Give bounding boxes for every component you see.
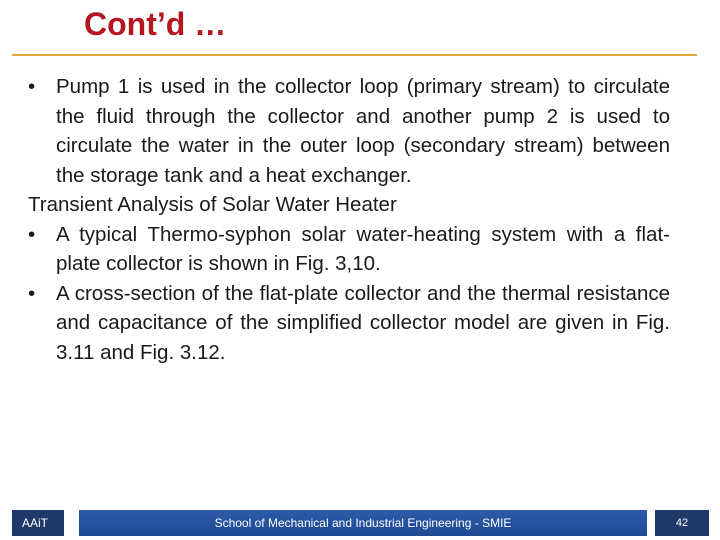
footer-institution: AAiT (12, 510, 64, 536)
bullet-item (28, 279, 670, 368)
bullet-item (28, 72, 670, 190)
bullet-text: A cross-section of the flat-plate collector and the thermal resistance and capacitance of the simplified collector model are given in Fig. 3.11 and Fig. 3.12. (56, 281, 670, 364)
footer-page-number: 42 (655, 510, 709, 536)
slide-body (28, 72, 670, 367)
footer-school-name: School of Mechanical and Industrial Engineering - SMIE (79, 510, 647, 536)
slide-title: Cont’d … (84, 6, 227, 42)
bullet-marker: • (28, 281, 36, 305)
section-subheading: Transient Analysis of Solar Water Heater (28, 193, 397, 216)
slide-footer (12, 510, 709, 536)
bullet-marker: • (28, 75, 36, 98)
bullet-text: A typical Thermo-syphon solar water-heating system with a flat-plate collector is shown in Fig. 3,10. (56, 222, 670, 275)
title-divider (12, 54, 697, 56)
bullet-text: Pump 1 is used in the collector loop (primary stream) to circulate the fluid through the collector and another pump 2 is used to circulate the water in the outer loop (secondary stream) between the storage tank and a heat exchanger. (56, 75, 670, 187)
bullet-item (28, 220, 670, 279)
bullet-marker: • (28, 222, 36, 246)
